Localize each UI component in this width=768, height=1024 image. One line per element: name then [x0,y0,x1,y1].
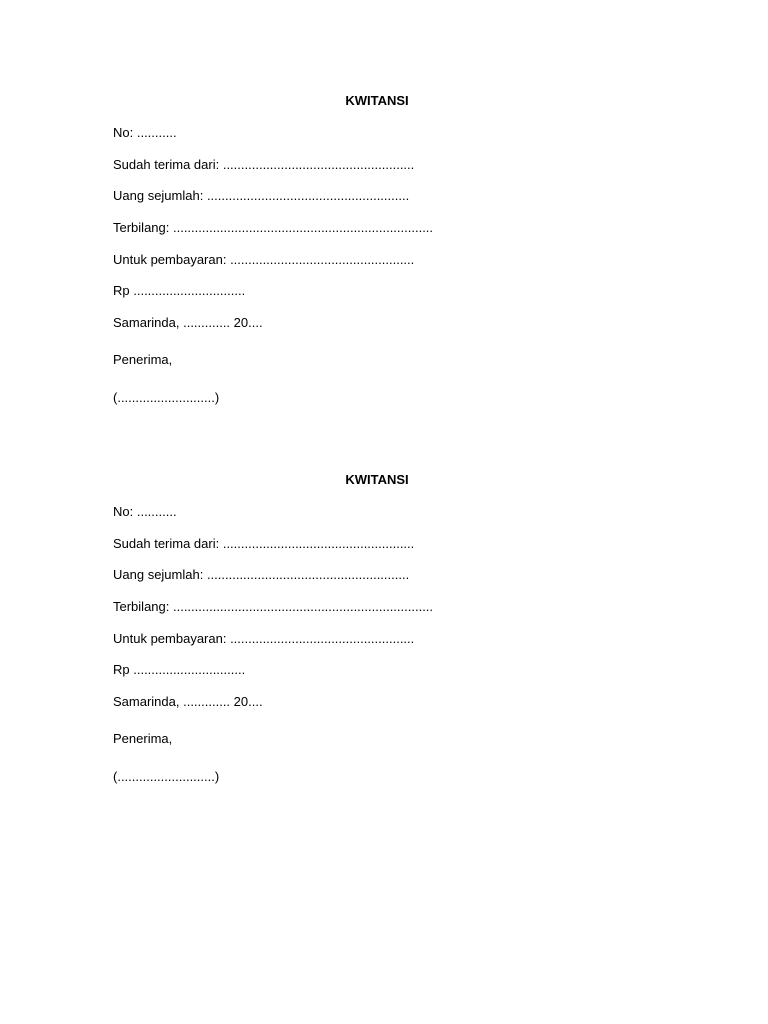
spelled-amount-line: Terbilang: ........................................................................ [113,599,434,614]
spelled-amount-line: Terbilang: ........................................................................ [113,220,434,235]
place-date-line: Samarinda, ............. 20.... [113,694,263,709]
receipt-title: KWITANSI [345,93,409,108]
place-date-line: Samarinda, ............. 20.... [113,315,263,330]
rupiah-line: Rp ............................... [113,662,246,677]
payment-purpose-line: Untuk pembayaran: ................................................... [113,631,415,646]
recipient-label: Penerima, [113,352,173,367]
receipt-number: No: ........... [113,504,177,519]
receipt-title: KWITANSI [345,472,409,487]
amount-line: Uang sejumlah: ........................................................ [113,188,410,203]
received-from-line: Sudah terima dari: ..................................................... [113,536,415,551]
recipient-label: Penerima, [113,731,173,746]
signature-line: (...........................) [113,390,220,405]
signature-line: (...........................) [113,769,220,784]
amount-line: Uang sejumlah: ........................................................ [113,567,410,582]
received-from-line: Sudah terima dari: ..................................................... [113,157,415,172]
receipt-number: No: ........... [113,125,177,140]
rupiah-line: Rp ............................... [113,283,246,298]
payment-purpose-line: Untuk pembayaran: ................................................... [113,252,415,267]
